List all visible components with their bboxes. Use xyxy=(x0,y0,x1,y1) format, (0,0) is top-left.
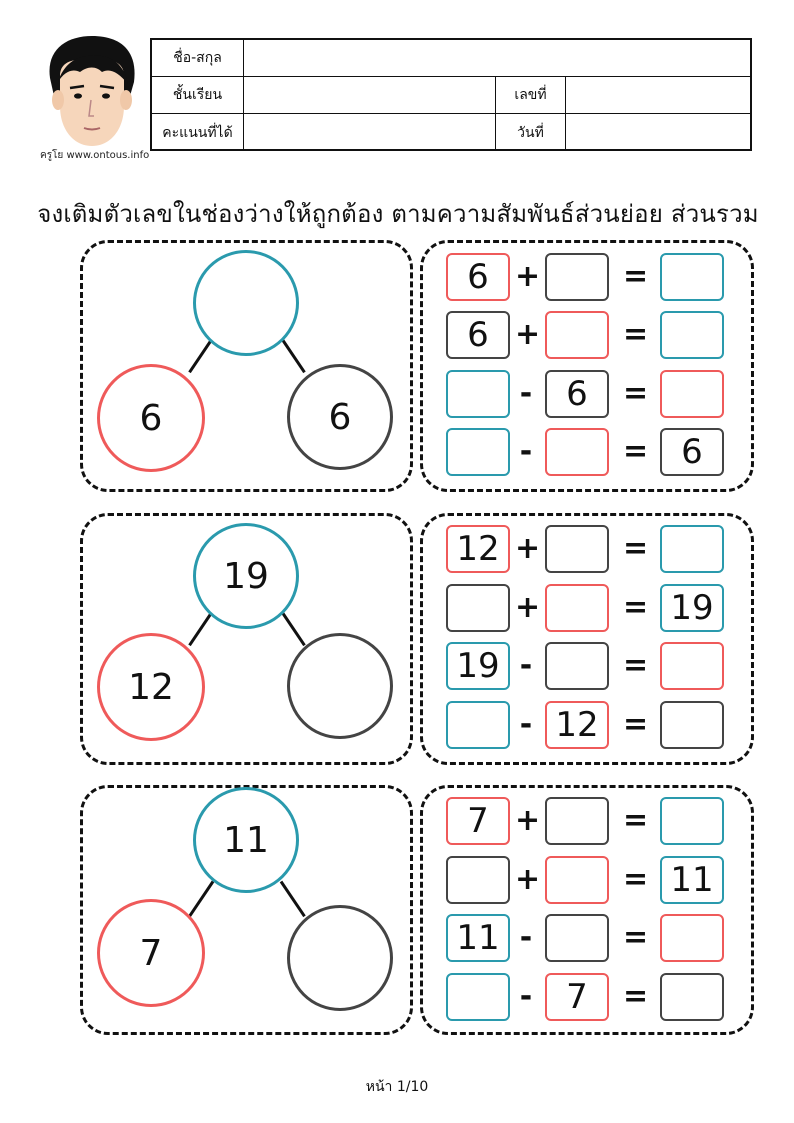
answer-box[interactable] xyxy=(545,584,609,632)
plus-sign: + xyxy=(515,590,541,625)
answer-box[interactable]: 11 xyxy=(660,856,724,904)
answer-box[interactable] xyxy=(545,428,609,476)
minus-sign: - xyxy=(519,648,533,683)
part-a-circle[interactable]: 7 xyxy=(97,899,205,1007)
teacher-avatar-icon xyxy=(44,32,140,150)
minus-sign: - xyxy=(519,707,533,742)
answer-box[interactable] xyxy=(660,797,724,845)
equals-sign: = xyxy=(623,434,649,469)
answer-box[interactable] xyxy=(446,856,510,904)
equals-sign: = xyxy=(623,531,649,566)
score-label: คะแนนที่ได้ xyxy=(152,114,244,151)
whole-circle[interactable]: 19 xyxy=(193,523,299,629)
plus-sign: + xyxy=(515,862,541,897)
equals-sign: = xyxy=(623,376,649,411)
equals-sign: = xyxy=(623,803,649,838)
class-field[interactable] xyxy=(244,77,496,113)
answer-box[interactable]: 7 xyxy=(545,973,609,1021)
answer-box[interactable]: 11 xyxy=(446,914,510,962)
minus-sign: - xyxy=(519,920,533,955)
plus-sign: + xyxy=(515,531,541,566)
answer-box[interactable]: 6 xyxy=(446,311,510,359)
equals-sign: = xyxy=(623,862,649,897)
answer-box[interactable] xyxy=(660,914,724,962)
answer-box[interactable] xyxy=(446,973,510,1021)
name-label: ชื่อ-สกุล xyxy=(152,40,244,76)
part-b-circle[interactable]: 6 xyxy=(287,364,393,470)
answer-box[interactable] xyxy=(545,525,609,573)
answer-box[interactable]: 6 xyxy=(545,370,609,418)
answer-box[interactable] xyxy=(446,701,510,749)
answer-box[interactable] xyxy=(660,525,724,573)
answer-box[interactable] xyxy=(545,797,609,845)
credit-text: ครูโย www.ontous.info xyxy=(40,150,150,161)
answer-box[interactable]: 19 xyxy=(660,584,724,632)
name-field[interactable] xyxy=(244,40,750,76)
plus-sign: + xyxy=(515,259,541,294)
part-b-circle[interactable] xyxy=(287,905,393,1011)
whole-circle[interactable] xyxy=(193,250,299,356)
answer-box[interactable] xyxy=(545,914,609,962)
date-label: วันที่ xyxy=(496,114,566,151)
answer-box[interactable] xyxy=(660,642,724,690)
answer-box[interactable] xyxy=(660,973,724,1021)
answer-box[interactable] xyxy=(660,701,724,749)
number-field[interactable] xyxy=(566,77,750,113)
answer-box[interactable]: 12 xyxy=(446,525,510,573)
answer-box[interactable] xyxy=(660,311,724,359)
answer-box[interactable]: 12 xyxy=(545,701,609,749)
equals-sign: = xyxy=(623,920,649,955)
answer-box[interactable] xyxy=(545,253,609,301)
score-row xyxy=(152,114,750,151)
equals-sign: = xyxy=(623,590,649,625)
class-label: ชั้นเรียน xyxy=(152,77,244,113)
equals-sign: = xyxy=(623,317,649,352)
part-a-circle[interactable]: 6 xyxy=(97,364,205,472)
equals-sign: = xyxy=(623,707,649,742)
answer-box[interactable] xyxy=(545,642,609,690)
score-field[interactable] xyxy=(244,114,496,151)
answer-box[interactable] xyxy=(660,253,724,301)
answer-box[interactable] xyxy=(446,584,510,632)
answer-box[interactable]: 6 xyxy=(446,253,510,301)
answer-box[interactable] xyxy=(545,856,609,904)
answer-box[interactable]: 7 xyxy=(446,797,510,845)
minus-sign: - xyxy=(519,979,533,1014)
answer-box[interactable]: 19 xyxy=(446,642,510,690)
name-row xyxy=(152,40,750,77)
part-a-circle[interactable]: 12 xyxy=(97,633,205,741)
answer-box[interactable] xyxy=(446,370,510,418)
part-b-circle[interactable] xyxy=(287,633,393,739)
number-label: เลขที่ xyxy=(496,77,566,113)
plus-sign: + xyxy=(515,803,541,838)
instruction-text: จงเติมตัวเลขในช่องว่างให้ถูกต้อง ตามความสัมพันธ์ส่วนย่อย ส่วนรวม xyxy=(37,200,759,228)
answer-box[interactable] xyxy=(446,428,510,476)
equals-sign: = xyxy=(623,648,649,683)
whole-circle[interactable]: 11 xyxy=(193,787,299,893)
equals-sign: = xyxy=(623,259,649,294)
class-row xyxy=(152,77,750,114)
answer-box[interactable]: 6 xyxy=(660,428,724,476)
student-info-table xyxy=(150,38,752,151)
minus-sign: - xyxy=(519,434,533,469)
minus-sign: - xyxy=(519,376,533,411)
answer-box[interactable] xyxy=(660,370,724,418)
plus-sign: + xyxy=(515,317,541,352)
equals-sign: = xyxy=(623,979,649,1014)
date-field[interactable] xyxy=(566,114,750,151)
answer-box[interactable] xyxy=(545,311,609,359)
page-number: หน้า 1/10 xyxy=(365,1079,429,1095)
